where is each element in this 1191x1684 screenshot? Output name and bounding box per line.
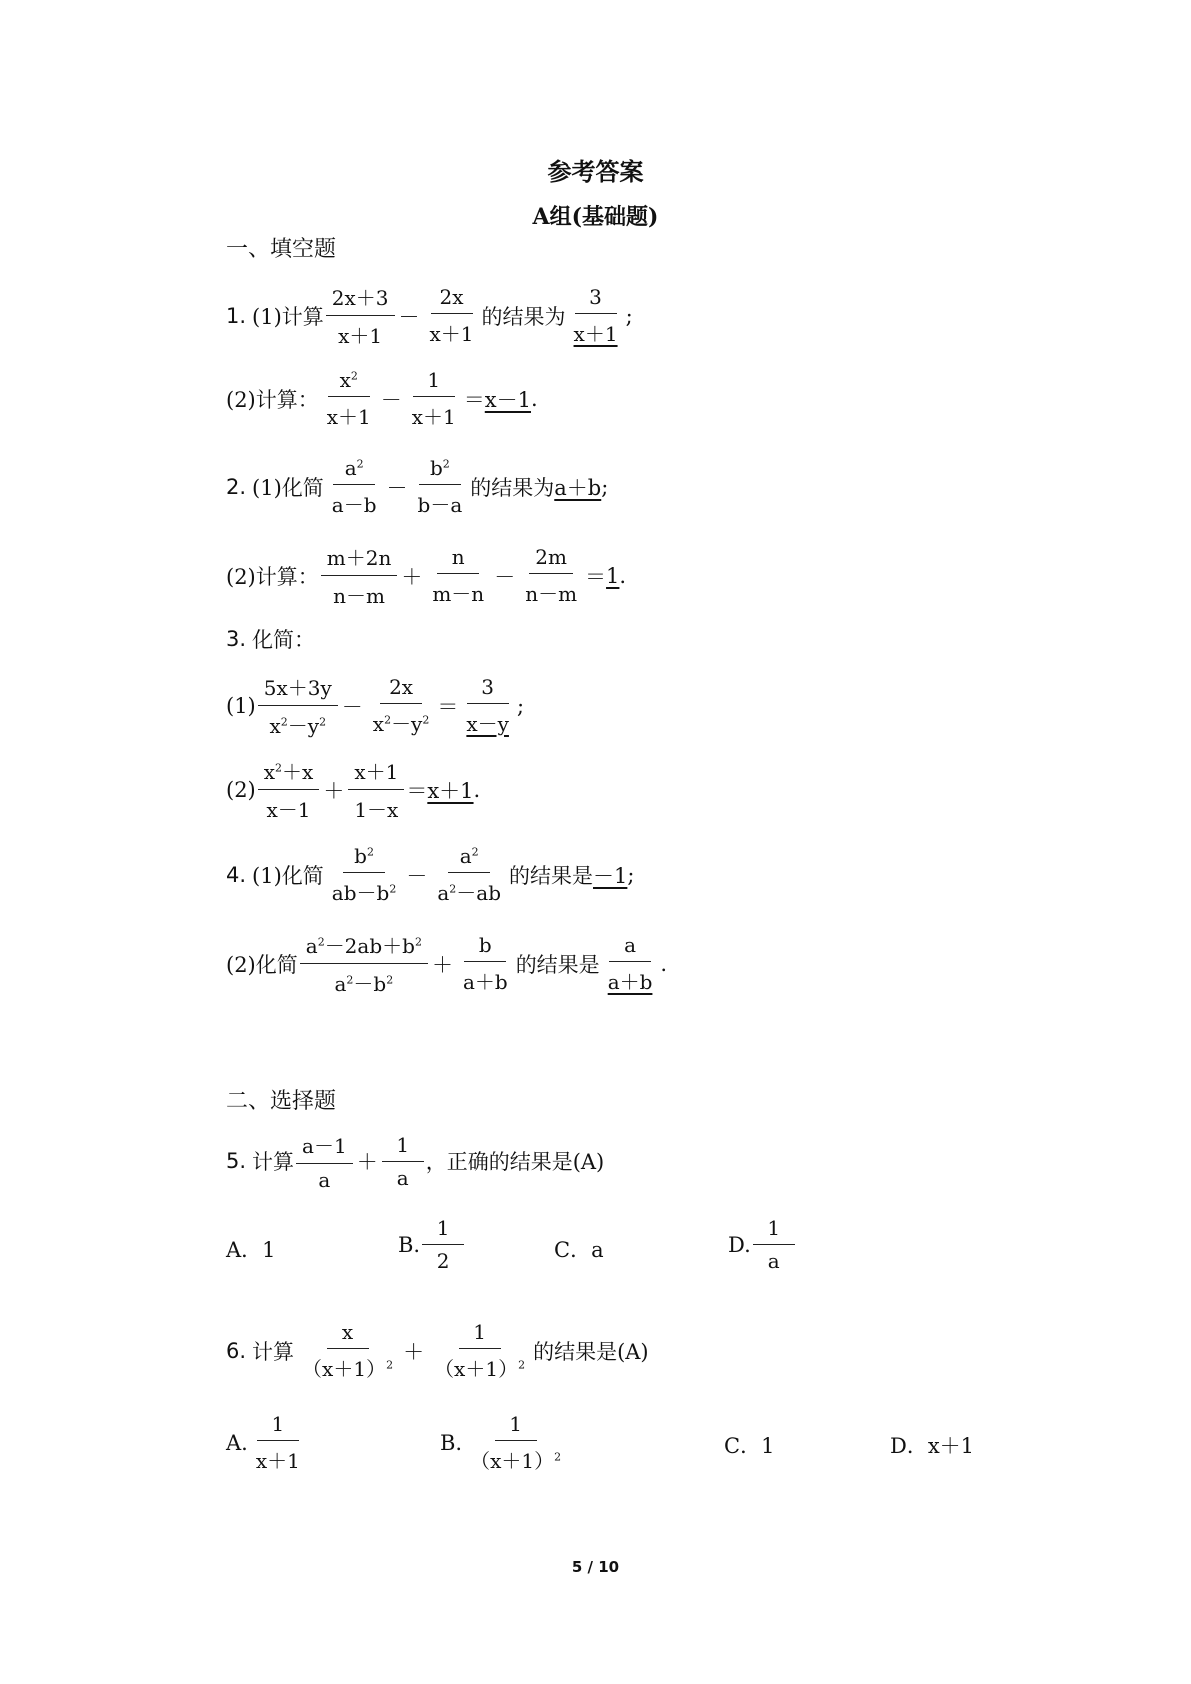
- denominator: [431, 873, 507, 906]
- numerator: [448, 844, 490, 873]
- operator: ＋: [356, 1150, 378, 1174]
- equals: ＝: [585, 564, 607, 589]
- option-a: A．1: [226, 1238, 276, 1262]
- denominator: b－a: [417, 493, 463, 517]
- numerator: x＋1: [348, 756, 404, 790]
- base: a: [344, 456, 357, 480]
- numerator: 5x＋3y: [258, 672, 338, 706]
- denominator: x－y: [466, 711, 509, 736]
- fraction: [296, 1320, 399, 1382]
- question-3-heading: [226, 624, 315, 654]
- denominator: [367, 704, 436, 737]
- exponent: 2: [554, 1450, 562, 1464]
- numerator: 3: [575, 285, 617, 314]
- fraction: [412, 456, 469, 518]
- fraction: [300, 930, 428, 997]
- denominator: x＋1: [411, 405, 456, 429]
- equals: ＝: [406, 778, 428, 803]
- numerator: 1: [257, 1412, 299, 1441]
- prefix-text: (1)化简: [252, 476, 324, 500]
- page-subtitle: A组(基础题): [532, 204, 659, 230]
- exponent: 2: [518, 1358, 526, 1372]
- question-5: [226, 1130, 604, 1192]
- question-number: 6.: [226, 1339, 247, 1363]
- denominator: [296, 1349, 399, 1382]
- option-label: B.: [440, 1431, 463, 1455]
- exponent: 2: [319, 715, 327, 729]
- punct: .: [473, 777, 481, 802]
- numerator: 1: [459, 1320, 501, 1349]
- fraction: [753, 1216, 795, 1273]
- option-d: D．x＋1: [890, 1434, 975, 1458]
- option-c: C．a: [554, 1238, 604, 1262]
- prefix-text: 计算: [252, 1150, 295, 1174]
- denominator: m－n: [432, 581, 485, 606]
- numerator: 1: [382, 1133, 424, 1162]
- base: －y: [287, 714, 320, 738]
- answer: －1: [593, 864, 628, 888]
- prefix-text: (1): [226, 693, 256, 718]
- numerator: m＋2n: [321, 542, 398, 576]
- mid-text: 的结果为: [470, 476, 555, 500]
- exponent: 2: [317, 935, 325, 949]
- answer-fraction: [602, 933, 659, 995]
- numerator: [333, 456, 375, 485]
- equals: ＝: [437, 694, 459, 719]
- exponent: 2: [356, 457, 364, 471]
- fraction: [426, 545, 490, 607]
- numerator: [258, 756, 320, 790]
- numerator: 2x＋3: [326, 282, 395, 316]
- punct: ;: [627, 863, 635, 887]
- question-4-part-2: [226, 930, 667, 997]
- mid-text: 的结果为: [481, 304, 566, 329]
- punct: ;: [625, 303, 633, 328]
- operator: ＋: [323, 778, 345, 803]
- numerator: n: [437, 545, 479, 574]
- option-b: [440, 1412, 569, 1474]
- base: b: [354, 844, 367, 868]
- page-title: 参考答案: [547, 157, 644, 186]
- fraction: [406, 368, 462, 430]
- numerator: 2m: [529, 545, 573, 574]
- question-number: 4.: [226, 863, 247, 887]
- exponent: 2: [386, 973, 394, 987]
- numerator: [343, 844, 385, 873]
- exponent: 2: [350, 369, 358, 383]
- numerator: 1: [753, 1216, 795, 1245]
- option-b: [398, 1216, 466, 1273]
- denominator: 2: [436, 1249, 450, 1273]
- denominator: a＋b: [607, 969, 653, 994]
- prefix-text: 化简：: [252, 628, 316, 652]
- base: －2ab＋b: [324, 934, 415, 958]
- prefix-text: (2): [226, 777, 256, 802]
- fraction: [326, 844, 403, 906]
- operator: ＋: [403, 1340, 425, 1364]
- answer: a＋b: [554, 476, 602, 500]
- base: a: [305, 934, 318, 958]
- denominator: a－b: [331, 493, 377, 517]
- fraction: [348, 756, 404, 823]
- base: （x＋1）: [434, 1357, 519, 1381]
- exponent: 2: [471, 845, 479, 859]
- operator: －: [380, 388, 402, 412]
- denominator: [326, 873, 403, 906]
- operator: －: [386, 476, 408, 500]
- punct: .: [619, 563, 627, 588]
- question-2-part-2: [226, 542, 626, 609]
- punct: ;: [516, 693, 525, 718]
- equals: ＝: [463, 388, 485, 412]
- option-a: [226, 1412, 308, 1474]
- base: ab－b: [331, 881, 390, 905]
- exponent: 2: [346, 973, 354, 987]
- fraction: [519, 545, 583, 607]
- denominator: a: [396, 1165, 409, 1190]
- question-4-part-1: [226, 844, 634, 906]
- question-2-part-1: [226, 456, 608, 518]
- operator: ＋: [401, 564, 423, 589]
- base: ＋x: [282, 760, 314, 784]
- fraction: [326, 456, 383, 518]
- numerator: b: [464, 933, 506, 962]
- operator: －: [406, 864, 428, 888]
- question-number: 1.: [226, 303, 247, 328]
- numerator: 2x: [380, 675, 422, 704]
- operator: ＋: [431, 952, 453, 977]
- fraction: [367, 675, 436, 737]
- numerator: 1: [422, 1216, 464, 1245]
- operator: －: [494, 564, 516, 589]
- option-d: [728, 1216, 797, 1273]
- fraction: [258, 756, 320, 823]
- denominator: [428, 1349, 531, 1382]
- option-c: C．1: [724, 1434, 775, 1458]
- numerator: [419, 456, 461, 485]
- numerator: a: [609, 933, 651, 962]
- question-number: 5.: [226, 1149, 247, 1173]
- question-1-part-1: [226, 282, 633, 349]
- denominator: x＋1: [573, 321, 618, 346]
- exponent: 2: [366, 845, 374, 859]
- numerator: [300, 930, 428, 964]
- fraction: [258, 672, 338, 739]
- denominator: x－1: [266, 798, 311, 822]
- fraction: [250, 1412, 306, 1474]
- question-number: 3.: [226, 627, 247, 651]
- denominator: n－m: [333, 584, 385, 608]
- section-fill-blank: 一、填空题: [226, 237, 337, 262]
- prefix-text: (1)计算: [252, 304, 324, 329]
- denominator: a: [318, 1168, 331, 1192]
- exponent: 2: [386, 1358, 394, 1372]
- denominator: a: [767, 1249, 780, 1273]
- mid-text: 的结果是: [509, 864, 593, 888]
- question-3-part-1: [226, 672, 524, 739]
- base: （x＋1）: [302, 1357, 387, 1381]
- numerator: [328, 368, 370, 397]
- question-1-part-2: [226, 368, 538, 430]
- option-label: A.: [226, 1431, 248, 1455]
- punct: .: [531, 387, 538, 411]
- fraction: [382, 1133, 424, 1190]
- numerator: 1: [495, 1412, 537, 1441]
- denominator: x＋1: [326, 405, 371, 429]
- denominator: 1－x: [354, 798, 399, 822]
- answer: 1: [606, 563, 620, 588]
- base: x: [339, 368, 351, 392]
- question-6: [226, 1320, 649, 1382]
- denominator: x＋1: [338, 324, 383, 348]
- suffix-text: ，正确的结果是(A): [425, 1150, 605, 1174]
- page-number: 5 / 10: [571, 1558, 620, 1576]
- answer-fraction: [460, 675, 515, 737]
- option-label: D.: [728, 1232, 751, 1257]
- exponent: 2: [442, 457, 450, 471]
- fraction: [457, 933, 514, 995]
- numerator: 2x: [431, 285, 473, 314]
- exponent: 2: [275, 761, 283, 775]
- answer-fraction: [568, 285, 624, 347]
- exponent: 2: [280, 715, 288, 729]
- base: －b: [353, 972, 387, 996]
- punct: ;: [601, 475, 609, 499]
- denominator: a＋b: [462, 969, 508, 994]
- base: x: [269, 714, 281, 738]
- numerator: 1: [413, 368, 455, 397]
- base: b: [429, 456, 443, 480]
- denominator: n－m: [525, 581, 578, 606]
- operator: －: [398, 304, 420, 329]
- exponent: 2: [449, 882, 457, 896]
- base: a: [459, 844, 472, 868]
- mid-text: 的结果是: [515, 952, 600, 977]
- prefix-text: (2)计算：: [226, 388, 319, 412]
- question-3-part-2: [226, 756, 480, 823]
- denominator: [263, 706, 332, 739]
- base: a: [334, 972, 347, 996]
- punct: .: [660, 951, 668, 976]
- fraction: [422, 1216, 464, 1273]
- denominator: x＋1: [429, 321, 474, 346]
- fraction: [431, 844, 507, 906]
- base: （x＋1）: [470, 1449, 555, 1473]
- fraction: [321, 368, 377, 430]
- section-choice: 二、选择题: [226, 1089, 337, 1114]
- question-number: 2.: [226, 475, 247, 499]
- exponent: 2: [389, 882, 397, 896]
- prefix-text: 计算: [252, 1340, 295, 1364]
- exponent: 2: [414, 935, 422, 949]
- numerator: 3: [467, 675, 509, 704]
- base: a: [437, 881, 450, 905]
- fraction: [326, 282, 395, 349]
- fraction: [464, 1412, 567, 1474]
- answer: x＋1: [427, 778, 474, 803]
- base: x: [372, 711, 385, 736]
- fraction: [321, 542, 398, 609]
- operator: －: [341, 694, 363, 719]
- base: －ab: [456, 881, 501, 905]
- base: －y: [391, 711, 423, 736]
- prefix-text: (1)化简: [252, 864, 324, 888]
- denominator: [464, 1441, 567, 1474]
- prefix-text: (2)计算：: [226, 564, 319, 589]
- suffix-text: 的结果是(A): [533, 1340, 649, 1364]
- answer: x－1: [484, 388, 531, 412]
- numerator: a－1: [296, 1130, 353, 1164]
- exponent: 2: [384, 712, 392, 726]
- prefix-text: (2)化简: [226, 952, 298, 977]
- denominator: x＋1: [255, 1449, 300, 1473]
- denominator: [328, 964, 399, 997]
- exponent: 2: [422, 712, 430, 726]
- numerator: x: [327, 1320, 369, 1349]
- fraction: [428, 1320, 531, 1382]
- option-label: B.: [398, 1232, 421, 1257]
- fraction: [296, 1130, 353, 1192]
- fraction: [424, 285, 480, 347]
- base: x: [263, 760, 276, 784]
